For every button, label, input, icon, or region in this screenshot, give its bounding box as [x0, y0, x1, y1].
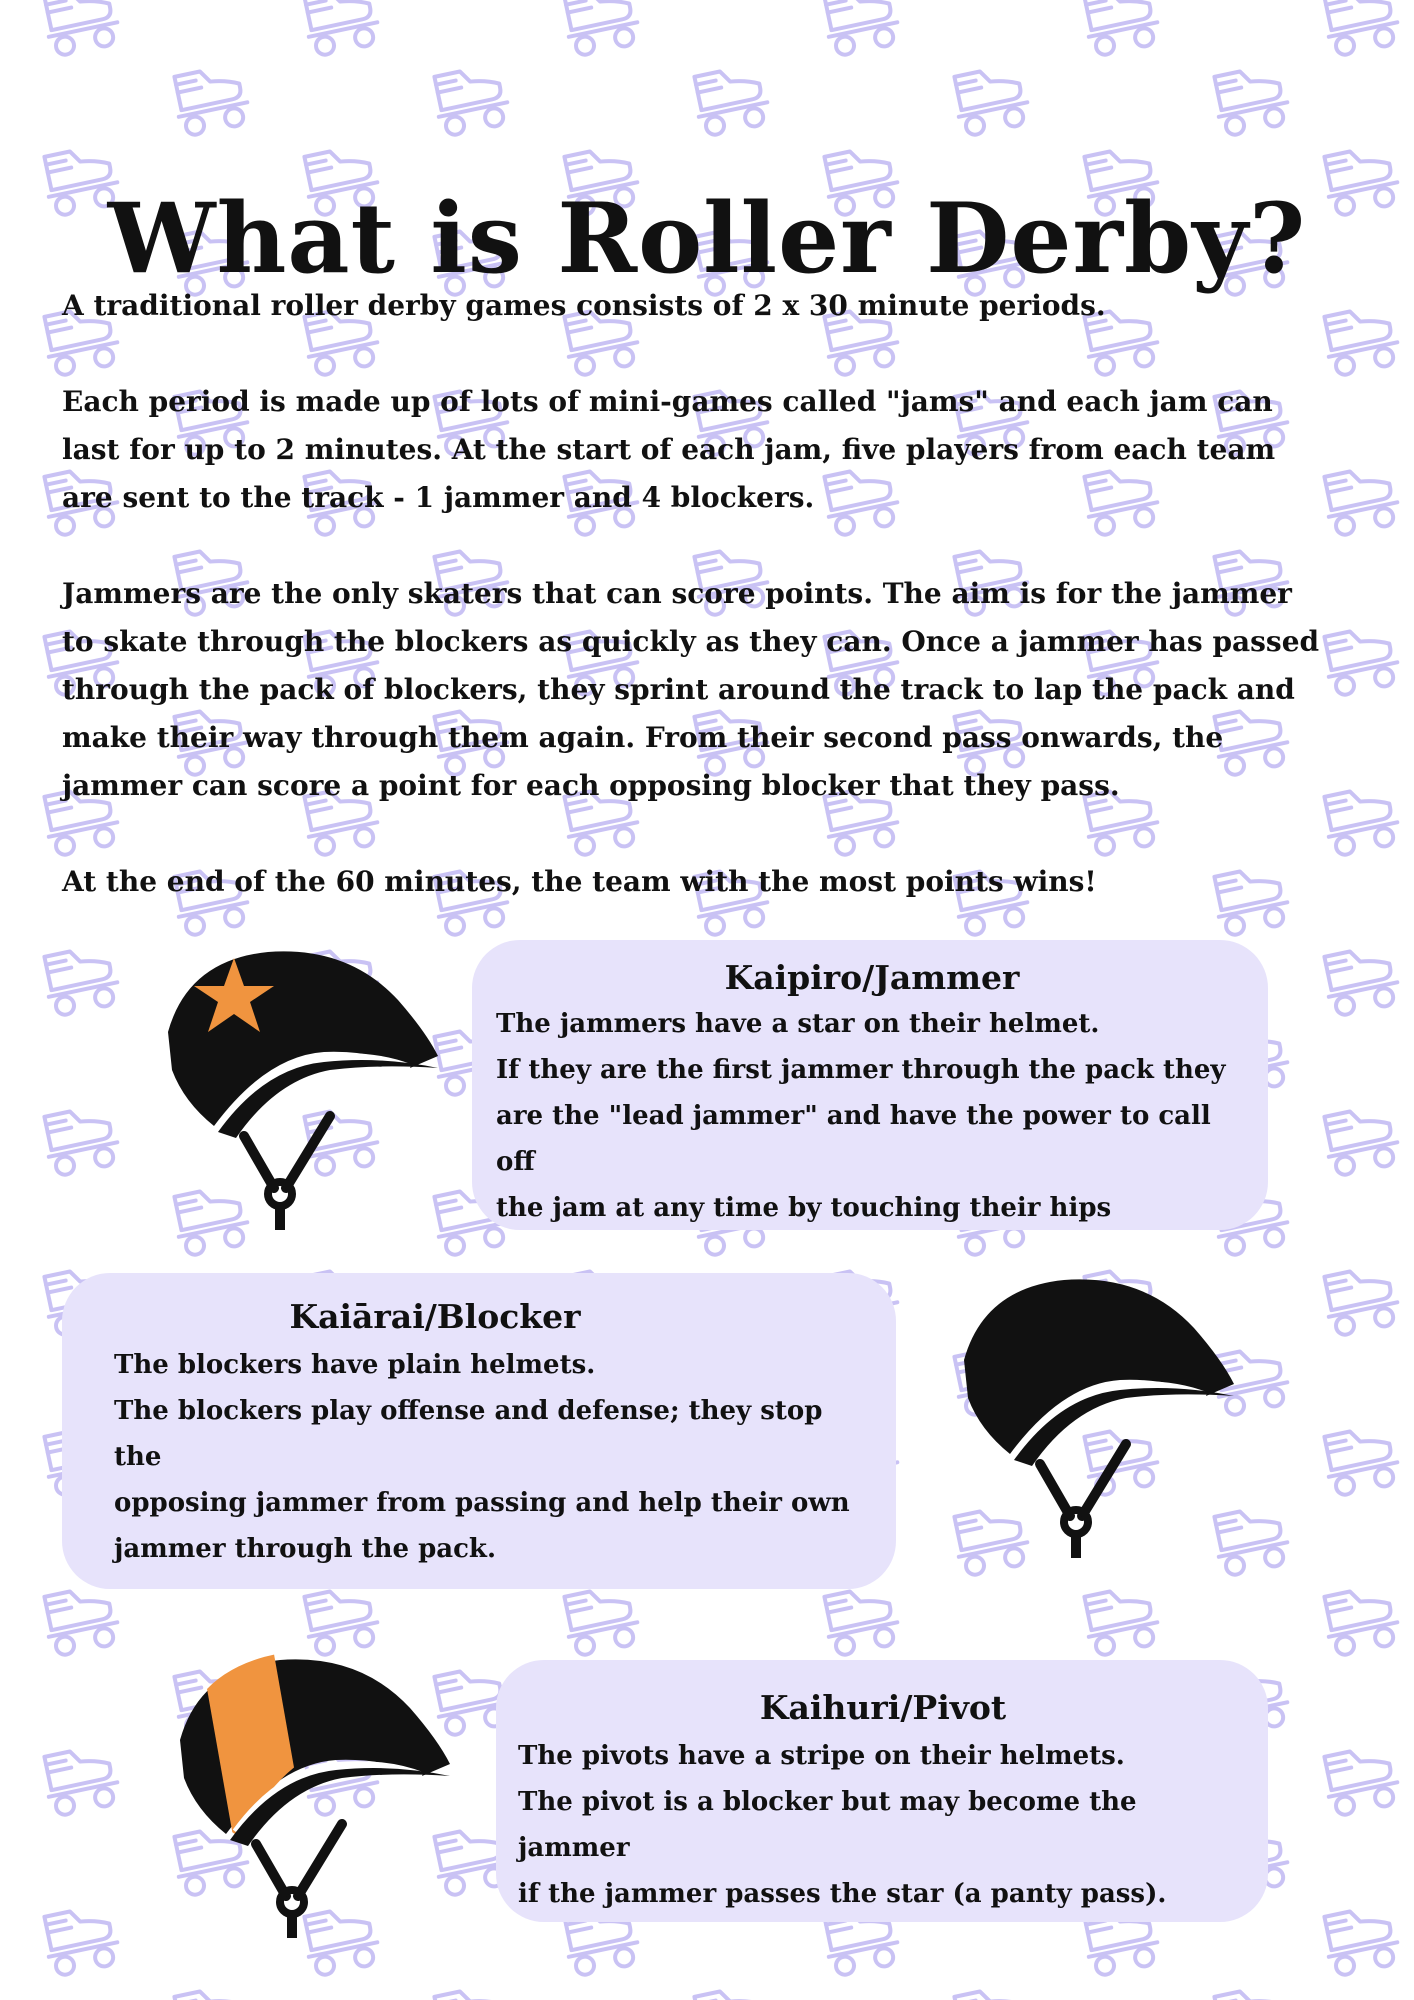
jammer-card [472, 940, 1268, 1230]
pivot-line: The pivot is a blocker but may become the jammer [518, 1787, 1137, 1863]
intro-paragraph-jams: Each period is made up of lots of mini-games called "jams" and each jam can last for up to 2 minutes. At the start of each jam, five players from each team are sent to the track - 1 jammer and 4 blockers. [62, 385, 1276, 514]
blocker-heading: Kaiārai/Blocker [289, 1297, 581, 1336]
jammer-line: The jammers have a star on their helmet. [496, 1009, 1100, 1039]
jammer-heading: Kaipiro/Jammer [724, 958, 1020, 997]
pivot-card [496, 1660, 1268, 1922]
blocker-line: The blockers have plain helmets. [114, 1350, 596, 1380]
intro-paragraph-periods: A traditional roller derby games consists of 2 x 30 minute periods. [62, 289, 1106, 322]
helmet-stripe-icon [160, 1648, 470, 1938]
blocker-description [114, 1342, 876, 1572]
helmet-plain-icon [944, 1268, 1254, 1558]
intro-paragraph-winner: At the end of the 60 minutes, the team with the most points wins! [62, 865, 1097, 898]
helmet-star-icon [148, 940, 458, 1230]
blocker-line: The blockers play offense and defense; they stop the [114, 1396, 823, 1472]
page-title: What is Roller Derby? [107, 182, 1307, 296]
jammer-line: the jam at any time by touching their hips [496, 1193, 1112, 1223]
pivot-heading: Kaihuri/Pivot [759, 1688, 1007, 1727]
pivot-description [518, 1733, 1248, 1917]
intro-text [62, 282, 1322, 954]
intro-paragraph-jammers: Jammers are the only skaters that can score points. The aim is for the jammer to skate through the blockers as quickly as they can. Once a jammer has passed through the pack of blockers, they sprint around the track to lap the pack and make their way through them again. From their second pass onwards, the jammer can score a point for each opposing blocker that they pass. [62, 577, 1320, 802]
jammer-description [496, 1001, 1248, 1231]
jammer-line: are the "lead jammer" and have the power to call off [496, 1101, 1211, 1177]
blocker-line: jammer through the pack. [114, 1534, 496, 1564]
blocker-line: opposing jammer from passing and help their own [114, 1488, 850, 1518]
jammer-line: If they are the first jammer through the pack they [496, 1055, 1226, 1085]
pivot-line: The pivots have a stripe on their helmets. [518, 1741, 1125, 1771]
pivot-line: if the jammer passes the star (a panty pass). [518, 1879, 1167, 1909]
blocker-card [62, 1273, 896, 1589]
